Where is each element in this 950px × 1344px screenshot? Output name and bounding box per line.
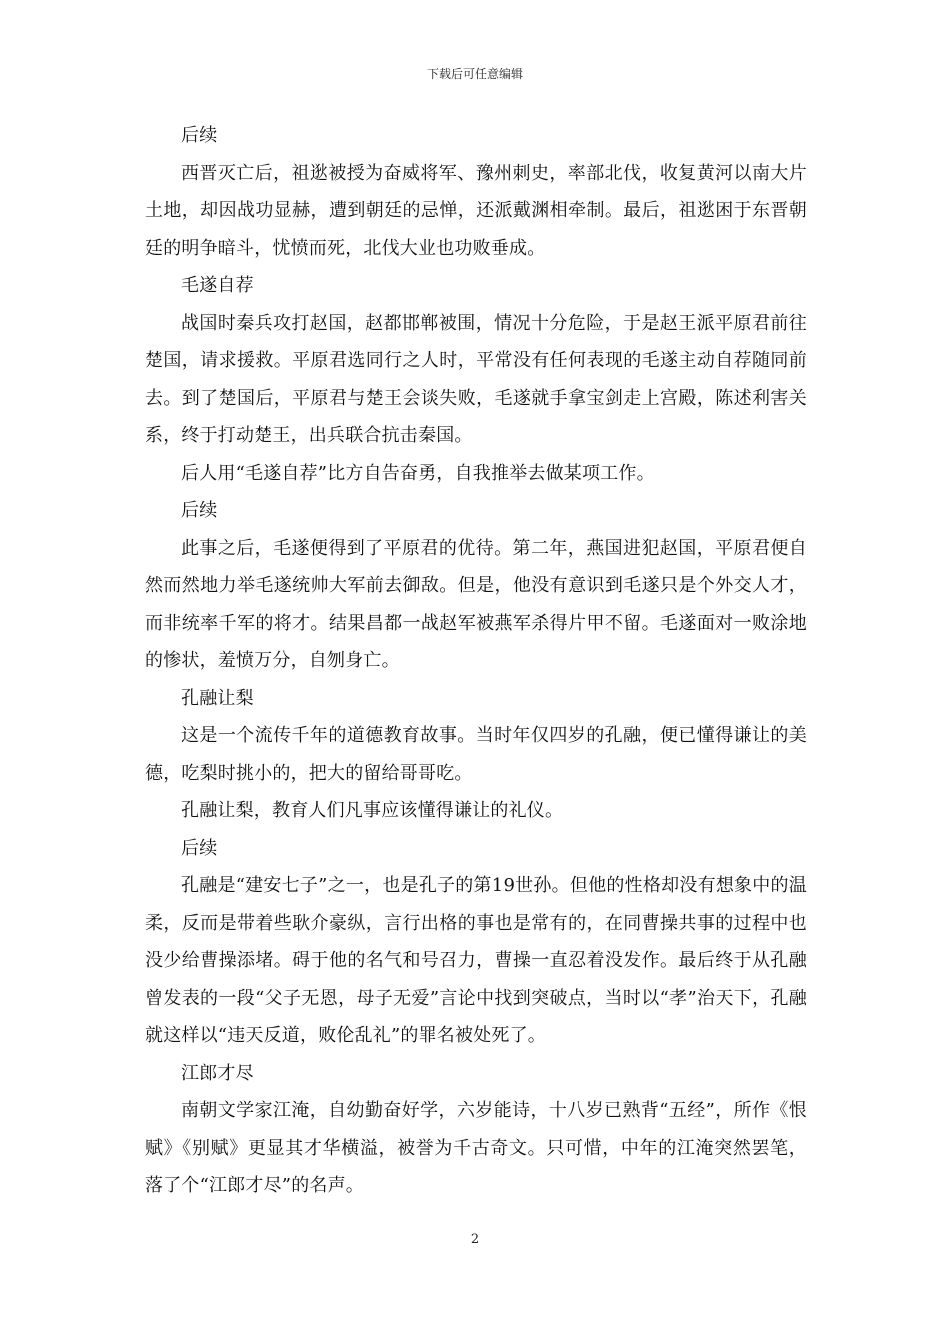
paragraph-jianglang-story: 南朝文学家江淹，自幼勤奋好学，六岁能诗，十八岁已熟背“五经”，所作《恨赋》《别赋》更显其才华横溢，被誉为千古奇文。只可惜，中年的江淹突然罢笔，落了个“江郎才尽”的名声。 — [145, 1100, 807, 1196]
heading-houxu-3: 后续 — [181, 837, 218, 859]
page-number: 2 — [470, 1232, 480, 1247]
paragraph-zuti-aftermath: 西晋灭亡后，祖逖被授为奋威将军、豫州刺史，率部北伐，收复黄河以南大片土地，却因战功显赫，遭到朝廷的忌惮，还派戴渊相牵制。最后，祖逖困于东晋朝廷的明争暗斗，忧愤而死，北伐大业也功败垂成。 — [145, 162, 807, 259]
heading-maosui-zijian: 毛遂自荐 — [181, 275, 254, 296]
paragraph-kongrong-aftermath: 孔融是“建安七子”之一，也是孔子的第19世孙。但他的性格却没有想象中的温柔，反而是带着些耿介豪纵，言行出格的事也是常有的，在同曹操共事的过程中也没少给曹操添堵。碍于他的名气和号召力，曹操一直忍着没发作。最后终于从孔融曾发表的一段“父子无恩，母子无爱”言论中找到突破点，当时以“孝”治天下，孔融就这样以“违天反道，败伦乱礼”的罪名被处死了。 — [145, 875, 807, 1046]
paragraph-maosui-aftermath: 此事之后，毛遂便得到了平原君的优待。第二年，燕国进犯赵国，平原君便自然而然地力举毛遂统帅大军前去御敌。但是，他没有意识到毛遂只是个外交人才，而非统率千军的将才。结果昌都一战赵军被燕军杀得片甲不留。毛遂面对一败涂地的惨状，羞愤万分，自刎身亡。 — [145, 537, 807, 671]
heading-jianglang-caijin: 江郎才尽 — [181, 1062, 254, 1084]
heading-kongrong-rangli: 孔融让梨 — [181, 687, 254, 709]
page-header: 下载后可任意编辑 — [426, 67, 523, 81]
paragraph-kongrong-meaning: 孔融让梨，教育人们凡事应该懂得谦让的礼仪。 — [181, 800, 564, 821]
paragraph-maosui-story: 战国时秦兵攻打赵国，赵都邯郸被围，情况十分危险，于是赵王派平原君前往楚国，请求援救。平原君选同行之人时，平常没有任何表现的毛遂主动自荐随同前去。到了楚国后，平原君与楚王会谈失败，毛遂就手拿宝剑走上宫殿，陈述利害关系，终于打动楚王，出兵联合抗击秦国。 — [145, 312, 807, 446]
paragraph-maosui-meaning: 后人用“毛遂自荐”比方自告奋勇，自我推举去做某项工作。 — [181, 462, 655, 484]
paragraph-kongrong-story: 这是一个流传千年的道德教育故事。当时年仅四岁的孔融，便已懂得谦让的美德，吃梨时挑小的，把大的留给哥哥吃。 — [145, 725, 807, 784]
heading-houxu-2: 后续 — [181, 500, 218, 521]
heading-houxu-1: 后续 — [181, 125, 218, 146]
document-body — [145, 117, 807, 1205]
